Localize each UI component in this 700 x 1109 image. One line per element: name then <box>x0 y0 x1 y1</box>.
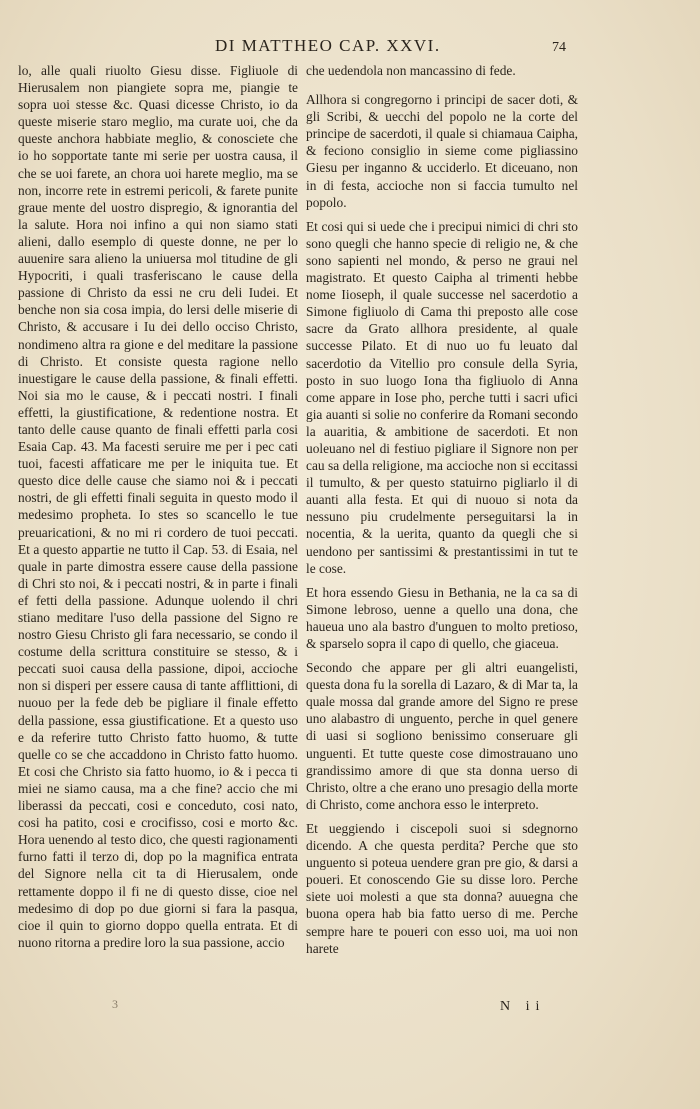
paragraph: Allhora si congregorno i principi de sacer doti, & gli Scribi, & uecchi del popolo ne la corte del principe de sacerdoti, il quale si chiamaua Caipha, & feciono consiglio in sieme come pigliassino Giesu per inganno & ucciderlo. Et diceuano, non in di festa, accioche non si faccia tumulto nel popolo. <box>306 92 578 210</box>
paragraph: Et hora essendo Giesu in Bethania, ne la ca sa di Simone lebroso, uenne a quello una dona, che haueua uno ala bastro d'unguen to molto pretioso, & sparselo sopra il capo di quello, che giaceua. <box>306 584 578 651</box>
footer-mark: 3 <box>112 997 118 1011</box>
paragraph: Et cosi qui si uede che i precipui nimici di chri sto sono quegli che hanno specie di religio ne, & che sono sapienti nel mondo, & perso ne graui nel magistrato. Et questo Caipha al trimenti hebbe nome Iioseph, il quale successe nel sacerdotio a Simone figliuolo di Cama thi preposto alle cose sacre da Grato allhora presidente, al quale successe Pilato. Et di nuo uo fu leuato dal sacerdotio da Vitellio pro consule della Syria, posto in suo luogo Iona tha figliuolo di Anna come appare in Iose pho, perche tutti i sacri ufici gia auanti si solie no conferire da Romani secondo la auaritia, & ambitione de sacerdoti. Et non uoleuano nel di festiuo pigliare il Signore non per cau sa della religione, ma accioche non si eccitassi il tumulto, & per questo statuirno pigliarlo il di auanti alla festa. Et qui di nuouo si nota da nessuno piu crudelmente perseguitarsi la in nocentia, & la uerita, quanto da quegli che si uendono per santissimi & prestantissimi in tut te le cose. <box>306 218 578 576</box>
paragraph: Et ueggiendo i ciscepoli suoi si sdegnorno dicendo. A che questa perdita? Perche que sto unguento si poteua uendere gran pre gio, & darsi a poueri. Et conoscendo Gie su disse loro. Perche siete uoi molesti a que sta donna? auuegna che buona opera hab bia fatto uerso di me. Perche sempre hare te poueri con esso uoi, ma uoi non harete <box>306 820 578 956</box>
paragraph: che uedendola non mancassino di fede. <box>306 63 516 78</box>
left-column-text: lo, alle quali riuolto Giesu disse. Figliuole di Hierusalem non piangiete sopra me, piangie te sopra uoi stesse &c. Quasi dicesse Christo, io da queste miserie staro meglio, ma curate uoi, che da queste anchora habbiate meglio, & conosciete che io ho sopportate tante mi serie per uostra causa, il che se uoi farete, an chora uoi harete meglio, ma se non, incorre rete in estremi pericoli, & farete punite graue mente del uostro dispregio, & ignorantia del la salute. Hora noi infino a qui non siamo stati alieni, dallo esemplo di queste donne, ne per lo auuenire sara alieno la uniuersa mol titudine de gli Hypocriti, i quali trasferiscano le cause della passione di Christo da essi ne cru deli Iudei. Et benche non sia cosa impia, do lersi delle miserie di Christo, & accusare i Iu dei dello occiso Christo, nondimeno altra ra gione e del meditare la passione di Christo. Et consiste questa ragione nello inuestigare le cause della passione, & finali effetti. Noi sia mo le cause, & i peccati nostri. I finali effetti, la giustificatione, & redentione nostra. Et tanto delle cause quanto de finali effetti parla cosi Esaia Cap. 43. Ma facesti seruire me per i pec cati tuoi, facesti affaticare me per le iniquita tue. Et questo dice delle cause che siamo noi & i peccati nostri, de gli effetti finali seguita in questo modo il medesimo propheta. Io stes so scancello le tue preuaricationi, & no mi ri cordero de tuoi peccati. Et a questo appartie ne tutto il Cap. 53. di Esaia, nel quale in parte dimostra essere cause della passione di Chri sto noi, & i peccati nostri, & in parte i finali ef fetti della passione. Adunque uolendo il chri stiano meditare l'uso della passione del Signo re nostro Giesu Christo gli fara necessario, se condo il costume della scrittura constituire se stesso, & i peccati suoi causa della passione, dipoi, accioche non si disperi per essere causa di tante afflittioni, di nuouo per la fede deb be pigliare il finale effetto della passione, essa giustificatione. Et a questo uso e da referire tutto Christo fatto huomo, & tutte quelle co se che accaddono in Christo fatto huomo. Et cosi che Christo sia fatto huomo, io & i pecca ti miei ne siamo causa, ma a che fine? accio che mi liberassi da peccati, cosi e conceduto, cosi nato, cosi ha patito, cosi e crocifisso, cosi e morto &c. Hora uenendo al testo dico, che questi ragionamenti furno fatti il terzo di, dop po la magnifica entrata del Signore nella cit ta di Hierusalem, onde rettamente doppo il fi ne di questo disse, cioe nel medesimo di dop po due giorni si fara la pasqua, cioe il quin to giorno doppo quella entrata. Et di nuono ritorna a predire loro la sua passione, accio <box>18 63 298 950</box>
running-head: DI MATTHEO CAP. XXVI. <box>215 36 441 55</box>
left-column <box>18 62 298 951</box>
right-column <box>306 62 578 964</box>
folio-number: 74 <box>552 40 566 55</box>
signature-mark: N ii <box>500 999 546 1014</box>
paragraph: Secondo che appare per gli altri euangelisti, questa dona fu la sorella di Lazaro, & di Mar ta, la quale mossa dal grande amore del Signo re prese uno alabastro di unguento, perche in quel genere di uasi si sogliono benissimo conseruare gli unguenti. Et tutte queste cose dimostrauano uno grandissimo amore di que sta donna uerso di Christo, oltre a che erano uno presagio della morte di Christo, come anchora esso le interpreto. <box>306 660 578 812</box>
